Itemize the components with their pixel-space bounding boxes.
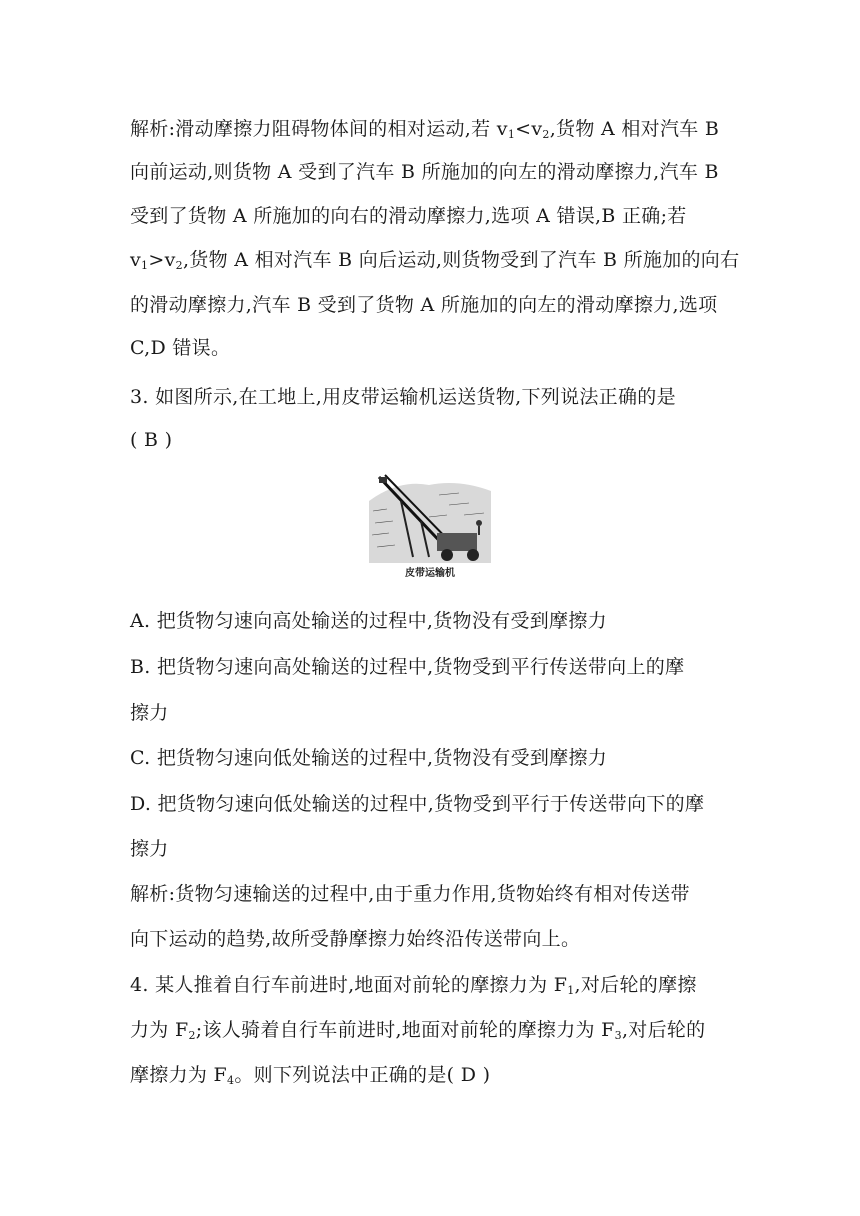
figure-caption: 皮带运输机 (405, 568, 455, 579)
question-4-line-3: 摩擦力为 $F_4$。则下列说法中正确的是( D ) (130, 1064, 491, 1087)
analysis-line-5: 的滑动摩擦力,汽车 B 受到了货物 A 所施加的向左的滑动摩擦力,选项 (130, 294, 718, 316)
question-4-line-1: 4. 某人推着自行车前进时,地面对前轮的摩擦力为 $F_1$,对后轮的摩擦 (130, 974, 697, 997)
q3-analysis-line-1: 解析:货物匀速输送的过程中,由于重力作用,货物始终有相对传送带 (130, 883, 690, 905)
option-d-line-2: 擦力 (130, 838, 169, 860)
question-4-line-2: 力为 $F_2$;该人骑着自行车前进时,地面对前轮的摩擦力为 $F_3$,对后轮的 (130, 1019, 706, 1042)
question-3-stem: 3. 如图所示,在工地上,用皮带运输机运送货物,下列说法正确的是 (130, 386, 676, 408)
analysis-line-3: 受到了货物 A 所施加的向右的滑动摩擦力,选项 A 错误,B 正确;若 (130, 205, 687, 227)
analysis-line-2: 向前运动,则货物 A 受到了汽车 B 所施加的向左的滑动摩擦力,汽车 B (130, 161, 719, 183)
option-a: A. 把货物匀速向高处输送的过程中,货物没有受到摩擦力 (130, 610, 607, 632)
analysis-line-6: C,D 错误。 (130, 337, 231, 359)
option-b-line-2: 擦力 (130, 702, 169, 724)
question-3-answer: ( B ) (130, 429, 173, 451)
q3-analysis-line-2: 向下运动的趋势,故所受静摩擦力始终沿传送带向上。 (130, 928, 581, 950)
analysis-line-1: 解析:滑动摩擦力阻碍物体间的相对运动,若 $v_1<v_2$,货物 A 相对汽车 B (130, 118, 720, 141)
analysis-line-4: $v_1>v_2$,货物 A 相对汽车 B 向后运动,则货物受到了汽车 B 所施加的向右 (130, 249, 740, 272)
conveyor-figure (369, 471, 491, 579)
belt-conveyor-illustration (369, 471, 491, 563)
option-d-line-1: D. 把货物匀速向低处输送的过程中,货物受到平行于传送带向下的摩 (130, 793, 705, 815)
option-c: C. 把货物匀速向低处输送的过程中,货物没有受到摩擦力 (130, 747, 608, 769)
option-b-line-1: B. 把货物匀速向高处输送的过程中,货物受到平行传送带向上的摩 (130, 656, 685, 678)
